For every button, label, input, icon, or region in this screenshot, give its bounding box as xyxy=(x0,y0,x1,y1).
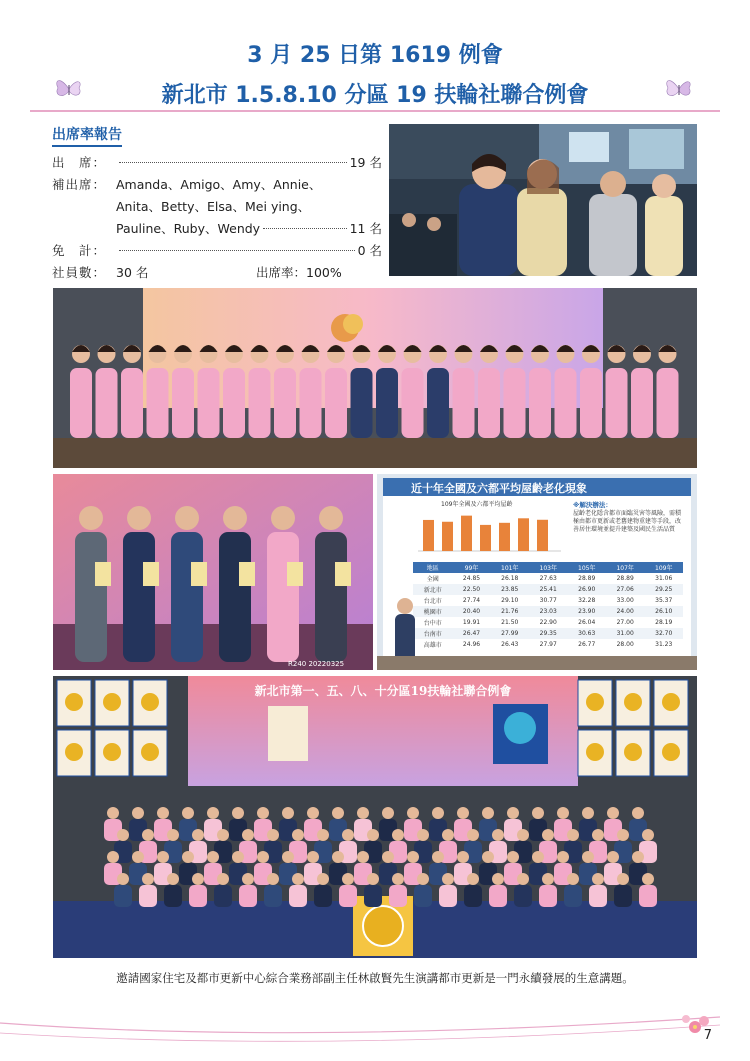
rotary-banner xyxy=(133,730,167,776)
table-header-cell: 地區 xyxy=(413,562,453,573)
report-heading: 出席率報告 xyxy=(52,124,122,147)
makeup-names-1: Amanda、Amigo、Amy、Annie、 xyxy=(116,177,322,192)
slide-solution-title: ※解決辦法： xyxy=(573,501,612,509)
table-header-cell: 107年 xyxy=(606,562,644,573)
slide-solution-text: 屋齡老化隱含都市面臨災害等風險，需積極由都市更新或老舊建物重建等手段，改善居住環境並提升建築及國民生活品質 xyxy=(573,510,682,533)
table-cell: 26.90 xyxy=(578,586,596,593)
page-subtitle: 新北市 1.5.8.10 分區 19 扶輪社聯合例會 xyxy=(161,83,589,108)
photo-watermark: R240 20220325 xyxy=(288,660,345,668)
table-cell: 30.77 xyxy=(539,597,557,604)
rotary-banner xyxy=(95,730,129,776)
table-cell: 台南市 xyxy=(423,631,442,638)
makeup-row xyxy=(52,175,382,197)
makeup-names-2: Anita、Betty、Elsa、Mei ying、 xyxy=(116,199,311,214)
table-cell: 28.19 xyxy=(655,619,673,626)
present-row xyxy=(52,153,382,175)
table-row xyxy=(413,584,683,595)
rotary-banner xyxy=(57,680,91,726)
slide-bar-chart xyxy=(413,506,563,556)
table-row xyxy=(413,628,683,639)
table-cell: 29.35 xyxy=(539,630,557,637)
table-cell: 26.47 xyxy=(462,630,481,637)
table-cell: 32.70 xyxy=(655,630,673,637)
table-cell: 全國 xyxy=(426,576,439,583)
table-row xyxy=(413,606,683,617)
exempt-value: 0 名 xyxy=(357,243,382,258)
slide-bar xyxy=(537,520,548,551)
table-cell: 27.99 xyxy=(501,630,519,637)
slide-bar xyxy=(461,516,472,551)
table-cell: 27.63 xyxy=(539,575,557,582)
table-header-cell: 103年 xyxy=(529,562,567,573)
table-cell: 23.03 xyxy=(539,608,557,615)
dot-leader xyxy=(119,250,355,251)
table-cell: 33.00 xyxy=(616,597,634,604)
table-cell: 20.40 xyxy=(462,608,481,615)
photo-caption: 邀請國家住宅及都市更新中心綜合業務部副主任林啟賢先生演講都市更新是一門永續發展的生意講題。 xyxy=(116,971,634,985)
table-cell: 31.00 xyxy=(616,630,634,637)
table-cell: 24.00 xyxy=(616,608,634,615)
page-title: 3 月 25 日第 1619 例會 xyxy=(247,43,503,68)
rate-value: 100% xyxy=(306,265,342,280)
table-header-cell: 109年 xyxy=(644,562,683,573)
table-cell: 25.41 xyxy=(539,586,557,593)
header-divider xyxy=(30,110,720,112)
makeup-names-3: Pauline、Ruby、Wendy xyxy=(116,221,261,236)
rotary-banner xyxy=(578,680,612,726)
table-cell: 21.50 xyxy=(501,619,519,626)
slide-bar xyxy=(442,522,453,551)
table-cell: 23.90 xyxy=(578,608,596,615)
table-cell: 21.76 xyxy=(501,608,519,615)
table-cell: 31.23 xyxy=(655,641,673,648)
rotary-banner xyxy=(616,730,650,776)
table-cell: 26.18 xyxy=(501,575,519,582)
table-row xyxy=(413,573,683,584)
makeup-row-2 xyxy=(52,197,382,219)
slide-bar xyxy=(423,520,434,551)
page-number: 7 xyxy=(703,1028,712,1043)
photo-group-pink xyxy=(53,288,697,468)
table-cell: 高雄市 xyxy=(423,642,442,649)
photo-joint-meeting xyxy=(53,676,697,958)
makeup-row-3 xyxy=(52,219,382,241)
table-cell: 27.00 xyxy=(616,619,634,626)
slide-title: 近十年全國及六都平均屋齡老化現象 xyxy=(411,482,587,495)
table-cell: 19.91 xyxy=(462,619,481,626)
table-cell: 27.97 xyxy=(539,641,557,648)
table-cell: 29.10 xyxy=(501,597,519,604)
rotary-banner xyxy=(57,730,91,776)
table-row xyxy=(413,595,683,606)
members-label: 社員數： xyxy=(52,265,107,280)
table-cell: 31.06 xyxy=(655,575,673,582)
makeup-value: 11 名 xyxy=(349,221,382,236)
rotary-banner xyxy=(133,680,167,726)
table-cell: 26.10 xyxy=(655,608,673,615)
butterfly-left-icon xyxy=(52,72,86,106)
slide-bar xyxy=(518,518,529,551)
table-row xyxy=(413,617,683,628)
table-cell: 26.43 xyxy=(501,641,519,648)
table-cell: 22.90 xyxy=(539,619,557,626)
table-cell: 22.50 xyxy=(462,586,481,593)
table-header-cell: 99年 xyxy=(453,562,491,573)
table-cell: 35.37 xyxy=(655,597,673,604)
table-cell: 28.89 xyxy=(616,575,634,582)
exempt-label: 免 計： xyxy=(52,243,107,258)
table-cell: 26.04 xyxy=(578,619,596,626)
rotary-banner xyxy=(616,680,650,726)
table-cell: 台中市 xyxy=(423,620,442,627)
rotary-banner xyxy=(654,680,688,726)
table-cell: 27.74 xyxy=(462,597,481,604)
table-cell: 23.85 xyxy=(501,586,519,593)
photo-banner-exchange xyxy=(53,474,373,670)
attendance-report xyxy=(52,124,382,285)
exempt-row xyxy=(52,241,382,263)
rotary-banner xyxy=(95,680,129,726)
table-cell: 32.28 xyxy=(578,597,596,604)
table-cell: 24.96 xyxy=(462,641,481,648)
rotary-banner xyxy=(578,730,612,776)
table-row xyxy=(413,639,683,650)
banner-heading: 新北市第一、五、八、十分區19扶輪社聯合例會 xyxy=(254,684,512,698)
makeup-label: 補出席： xyxy=(52,177,107,192)
table-header-cell: 101年 xyxy=(491,562,529,573)
slide-data-table xyxy=(413,562,683,650)
present-label: 出 席： xyxy=(52,155,107,170)
slide-bar xyxy=(480,525,491,551)
photo-speakers xyxy=(389,124,697,276)
table-cell: 台北市 xyxy=(423,598,442,605)
members-row xyxy=(52,263,382,285)
slide-bar xyxy=(499,523,510,551)
table-cell: 28.00 xyxy=(616,641,634,648)
photo-presentation xyxy=(377,474,697,670)
table-cell: 28.89 xyxy=(578,575,596,582)
slide-screen xyxy=(383,478,691,656)
table-cell: 29.25 xyxy=(655,586,673,593)
footer-ribbon xyxy=(0,1005,750,1061)
dot-leader xyxy=(263,228,347,229)
rotary-banner xyxy=(654,730,688,776)
table-cell: 桃園市 xyxy=(423,609,442,616)
rate-label: 出席率： xyxy=(256,265,307,280)
present-value: 19 名 xyxy=(349,155,382,170)
dot-leader xyxy=(119,162,347,163)
slide-chart-title: 109年全國及六都平均屋齡 xyxy=(441,501,513,508)
members-value: 30 名 xyxy=(116,265,149,280)
table-cell: 24.85 xyxy=(462,575,481,582)
table-cell: 30.63 xyxy=(578,630,596,637)
table-cell: 新北市 xyxy=(423,587,442,594)
table-cell: 26.77 xyxy=(578,641,596,648)
table-header-cell: 105年 xyxy=(567,562,605,573)
table-cell: 27.06 xyxy=(616,586,634,593)
butterfly-right-icon xyxy=(662,72,696,106)
